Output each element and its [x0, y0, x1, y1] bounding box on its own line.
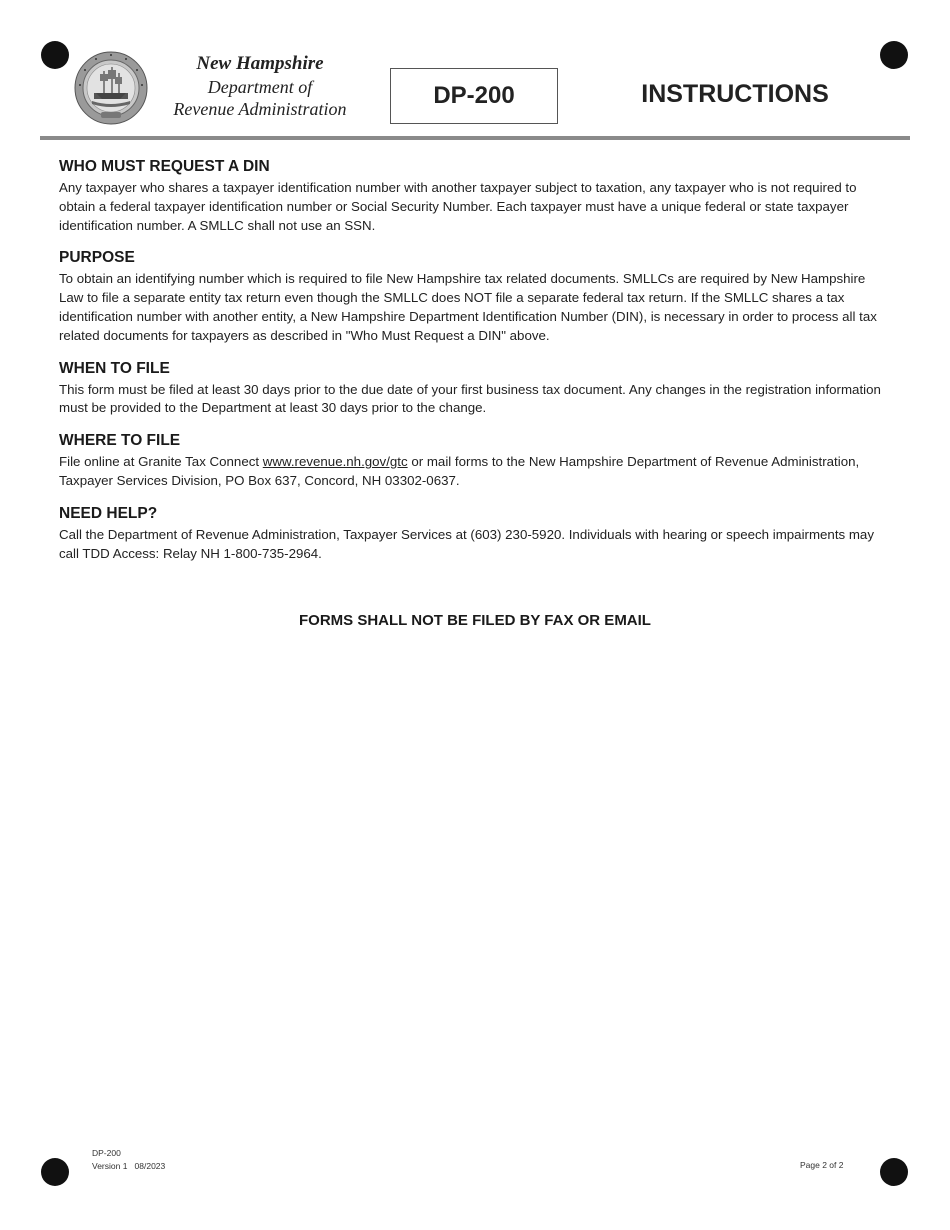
filing-notice: FORMS SHALL NOT BE FILED BY FAX OR EMAIL	[299, 612, 651, 629]
section-heading: WHERE TO FILE	[59, 432, 181, 450]
section-need-help	[59, 505, 889, 564]
section-text	[59, 453, 889, 491]
section-text: Any taxpayer who shares a taxpayer identification number with another taxpayer subject to taxation, any taxpayer who is not required to obtain a federal taxpayer identification number or Social Security Number. Each taxpayer must have a unique federal or state taxpayer identification number. A SMLLC shall not use an SSN.	[59, 180, 857, 233]
footer-form-id: DP-200	[92, 1148, 121, 1158]
section-heading: WHEN TO FILE	[59, 359, 170, 377]
registration-mark-top-left	[41, 41, 69, 69]
agency-state: New Hampshire	[196, 53, 324, 74]
section-when-to-file	[59, 360, 889, 419]
section-heading: PURPOSE	[59, 249, 135, 267]
section-text: To obtain an identifying number which is required to file New Hampshire tax related documents. SMLLCs are required by New Hampshire Law to file a separate entity tax return even though the SMLLC does NOT file a separate federal tax return. If the SMLLC shares a tax identification number with another entity, a New Hampshire Department Identification Number (DIN), is necessary in order to process all tax related documents for taxpayers as described in "Who Must Request a DIN" above.	[59, 271, 877, 343]
footer-version: Version 1 08/2023	[92, 1161, 166, 1171]
page-title: INSTRUCTIONS	[641, 80, 829, 108]
form-number: DP-200	[433, 82, 515, 109]
state-seal-icon	[74, 51, 148, 125]
section-purpose	[59, 249, 889, 345]
footer-page-number: Page 2 of 2	[800, 1160, 844, 1170]
instructions-body	[59, 158, 889, 577]
footer-form-info	[92, 1147, 165, 1173]
where-text-before: File online at Granite Tax Connect	[59, 454, 263, 470]
section-text: Call the Department of Revenue Administration, Taxpayer Services at (603) 230-5920. Individuals with hearing or speech impairments may call TDD Access: Relay NH 1-800-735-2964.	[59, 526, 874, 561]
section-heading: NEED HELP?	[59, 504, 158, 522]
registration-mark-bottom-left	[41, 1158, 69, 1186]
registration-mark-bottom-right	[880, 1158, 908, 1186]
agency-name	[150, 52, 370, 120]
section-who-must-request	[59, 158, 889, 235]
section-text: This form must be filed at least 30 days prior to the due date of your first business tax document. Any changes in the registration information must be provided to the Department at least 30 days prior to the change.	[59, 381, 881, 416]
gtc-website-link[interactable]: www.revenue.nh.gov/gtc	[262, 454, 408, 470]
form-number-box	[390, 68, 558, 124]
where-text-after: or mail forms to the New Hampshire Department of Revenue Administration, Taxpayer Services Division, PO Box 637, Concord, NH 03302-0637.	[59, 454, 860, 488]
section-heading: WHO MUST REQUEST A DIN	[59, 158, 270, 175]
agency-line-1: Department of	[207, 77, 313, 97]
registration-mark-top-right	[880, 41, 908, 69]
header-divider	[40, 136, 910, 140]
agency-line-2: Revenue Administration	[173, 99, 347, 119]
section-where-to-file	[59, 432, 889, 491]
